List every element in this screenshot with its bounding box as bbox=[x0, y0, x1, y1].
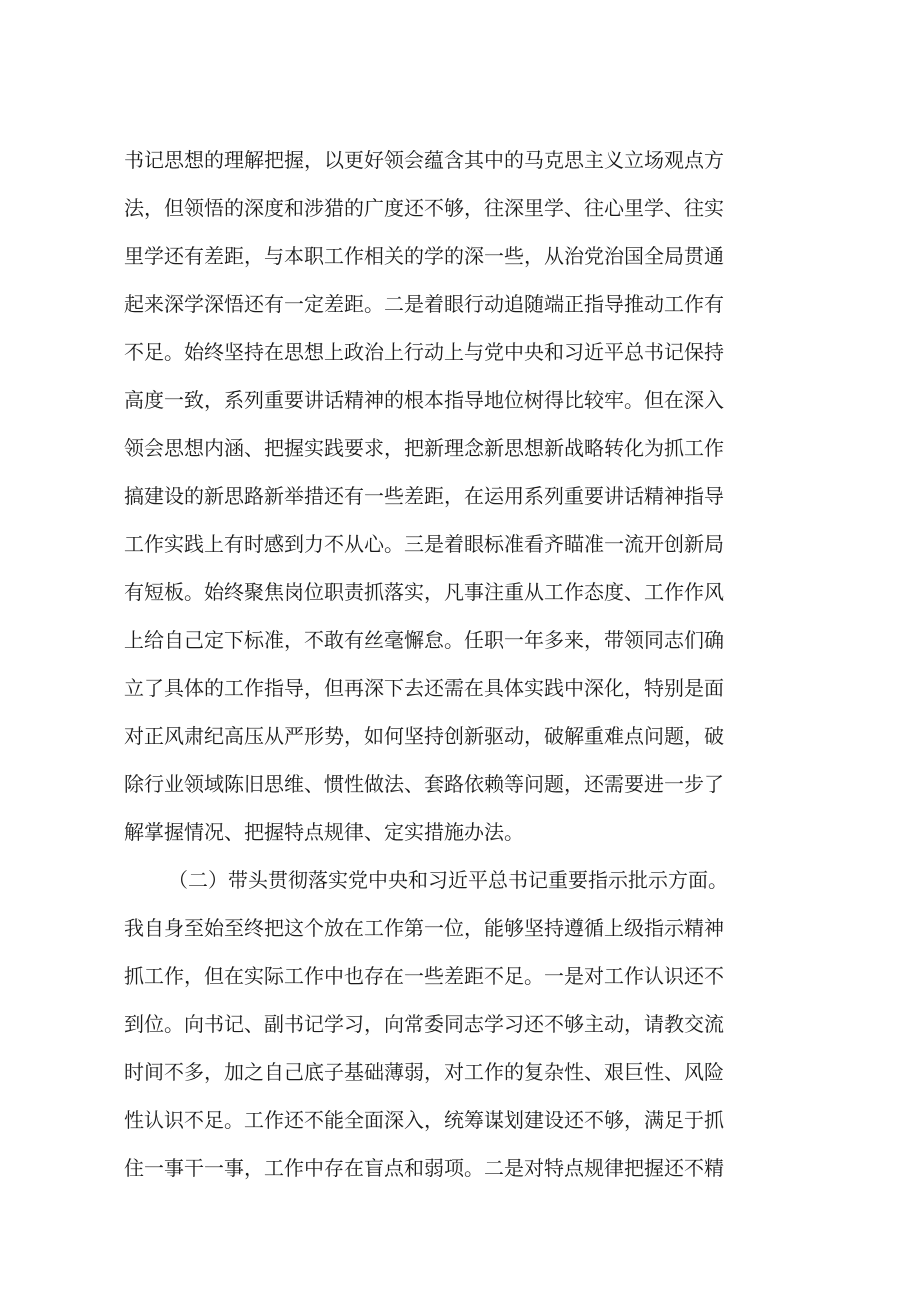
text-line: 我自身至始至终把这个放在工作第一位，能够坚持遵循上级指示精神 bbox=[124, 916, 724, 940]
text-line: 起来深学深悟还有一定差距。二是着眼行动追随端正指导推动工作有 bbox=[124, 292, 724, 316]
text-line: 里学还有差距，与本职工作相关的学的深一些，从治党治国全局贯通 bbox=[124, 244, 724, 268]
text-line: 高度一致，系列重要讲话精神的根本指导地位树得比较牢。但在深入 bbox=[124, 388, 724, 412]
text-line: 有短板。始终聚焦岗位职责抓落实，凡事注重从工作态度、工作作风 bbox=[124, 580, 724, 604]
text-line: 不足。始终坚持在思想上政治上行动上与党中央和习近平总书记保持 bbox=[124, 340, 724, 364]
text-line: 书记思想的理解把握，以更好领会蕴含其中的马克思主义立场观点方 bbox=[124, 148, 724, 172]
text-line: 法，但领悟的深度和涉猎的广度还不够，往深里学、往心里学、往实 bbox=[124, 196, 724, 220]
text-line: 到位。向书记、副书记学习，向常委同志学习还不够主动，请教交流 bbox=[124, 1012, 724, 1036]
text-line: 性认识不足。工作还不能全面深入，统筹谋划建设还不够，满足于抓 bbox=[124, 1108, 724, 1132]
text-line: 工作实践上有时感到力不从心。三是着眼标准看齐瞄准一流开创新局 bbox=[124, 532, 724, 556]
text-line: 时间不多，加之自己底子基础薄弱，对工作的复杂性、艰巨性、风险 bbox=[124, 1060, 724, 1084]
text-line: 住一事干一事，工作中存在盲点和弱项。二是对特点规律把握还不精 bbox=[124, 1156, 724, 1180]
text-line: 除行业领域陈旧思维、惯性做法、套路依赖等问题，还需要进一步了 bbox=[124, 772, 724, 796]
text-line: 搞建设的新思路新举措还有一些差距，在运用系列重要讲话精神指导 bbox=[124, 484, 724, 508]
text-line: 上给自己定下标准，不敢有丝毫懈怠。任职一年多来，带领同志们确 bbox=[124, 628, 724, 652]
text-line: 领会思想内涵、把握实践要求，把新理念新思想新战略转化为抓工作 bbox=[124, 436, 724, 460]
text-line: 抓工作，但在实际工作中也存在一些差距不足。一是对工作认识还不 bbox=[124, 964, 724, 988]
text-line: 立了具体的工作指导，但再深下去还需在具体实践中深化，特别是面 bbox=[124, 676, 724, 700]
body-text bbox=[124, 136, 824, 1192]
text-line: 对正风肃纪高压从严形势，如何坚持创新驱动，破解重难点问题，破 bbox=[124, 724, 724, 748]
text-line: 解掌握情况、把握特点规律、定实措施办法。 bbox=[124, 820, 524, 844]
section-heading-line: （二）带头贯彻落实党中央和习近平总书记重要指示批示方面。 bbox=[168, 868, 728, 892]
